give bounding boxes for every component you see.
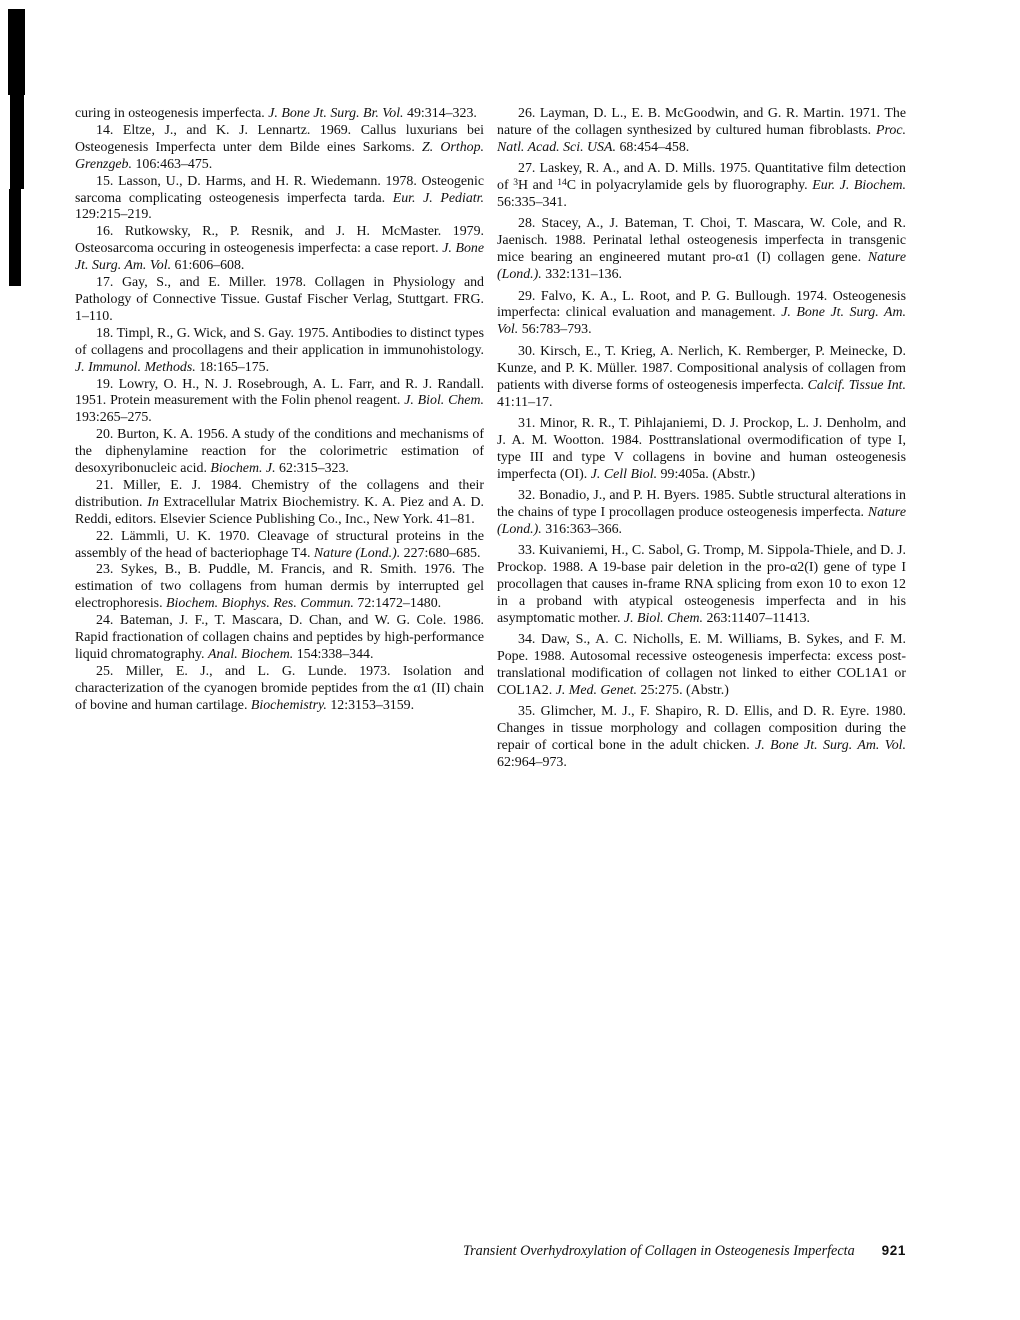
journal-name: Proc. Natl. Acad. Sci. USA. [497,122,906,155]
reference-item [75,174,484,225]
reference-text: 25. Miller, E. J., and L. G. Lunde. 1973. Isolation and characterization of the cyanogen bromide peptides from the α1 (II) chain of bovine and human cartilage. [75,663,484,713]
journal-name: In [147,494,159,510]
reference-item [75,377,484,428]
scan-artifact-segment [9,189,21,286]
reference-item [75,478,484,529]
journal-name: Biochem. Biophys. Res. Commun. [166,596,354,612]
reference-text: 16. Rutkowsky, R., P. Resnik, and J. H. McMaster. 1979. Osteosarcoma occuring in osteogenesis imperfecta: a case report. [75,224,484,257]
reference-text: 18:165–175. [195,359,270,375]
journal-name: Nature (Lond.). [313,545,401,561]
reference-text: 62:964–973. [497,755,567,771]
reference-item [497,289,906,340]
journal-name: Calcif. Tissue Int. [807,377,906,393]
scan-artifact-segment [8,9,25,95]
reference-text: 31. Minor, R. R., T. Pihlajaniemi, D. J. Prockop, L. J. Denholm, and J. A. M. Wootton. 1984. Posttranslational overmodification of type I, type III and type V collagens in bovine and human osteogenesis imperfecta (OI). [497,415,906,482]
reference-text: 33. Kuivaniemi, H., C. Sabol, G. Tromp, M. Sippola-Thiele, and D. J. Prockop. 1988. A 19-base pair deletion in the pro-α2(I) gene of type I procollagen that causes in-frame RNA splicing from exon 10 to exon 12 in a proband with atypical osteogenesis imperfecta and in his asymptomatic mother. [497,543,906,626]
reference-text: 26. Layman, D. L., E. B. McGoodwin, and G. R. Martin. 1971. The nature of the collagen synthesized by cultured human fibroblasts. [497,106,906,138]
reference-text: 99:405a. (Abstr.) [657,466,756,482]
journal-name: J. Bone Jt. Surg. Am. Vol. [755,738,906,754]
journal-name: J. Bone Jt. Surg. Br. Vol. [268,106,404,121]
reference-text: H and [517,178,558,194]
reference-text: 154:338–344. [293,647,374,662]
references-column-left [75,106,484,772]
reference-text: 62:315–323. [275,461,349,477]
reference-text: 34. Daw, S., A. C. Nicholls, E. M. Williams, B. Sykes, and F. M. Pope. 1988. Autosomal recessive osteogenesis imperfecta: excess post-translational modification of collagen not linked to either COL1A1 or COL1A2. [497,632,906,698]
reference-text: 227:680–685. [400,545,481,561]
reference-text: 17. Gay, S., and E. Miller. 1978. Collagen in Physiology and Pathology of Connective Tissue. Gustaf Fischer Verlag, Stuttgart. FRG. 1–110. [75,275,484,324]
page-footer [75,1242,906,1260]
reference-text: 14. Eltze, J., and K. J. Lennartz. 1969. Callus luxurians bei Osteogenesis Imperfecta unter dem Bilde eines Sarkoms. [75,122,484,155]
reference-text: 21. Miller, E. J. 1984. Chemistry of the collagens and their distribution. [75,477,484,510]
reference-text: 28. Stacey, A., J. Bateman, T. Choi, T. Mascara, W. Cole, and R. Jaenisch. 1988. Perinatal lethal osteogenesis imperfecta in transgenic mice bearing an engineered mutant pro-α1 (I) collagen gene. [497,216,906,266]
journal-name: Biochemistry. [250,697,327,713]
journal-name: J. Med. Genet. [555,683,638,698]
reference-text: 18. Timpl, R., G. Wick, and S. Gay. 1975. Antibodies to distinct types of collagens and procollagens and their application in immunohistology. [75,325,484,358]
reference-text: 27. Laskey, R. A., and A. D. Mills. 1975. Quantitative film detection of [497,161,906,194]
references-columns [75,106,906,772]
reference-text: 41:11–17. [497,394,553,410]
reference-text: 20. Burton, K. A. 1956. A study of the conditions and mechanisms of the diphenylamine reaction for the colorimetric estimation of desoxyribonucleic acid. [75,427,484,477]
journal-name: Eur. J. Pediatr. [392,190,484,206]
reference-text: 56:335–341. [497,195,567,211]
reference-item [497,106,906,157]
reference-item [497,344,906,412]
reference-text: 24. Bateman, J. F., T. Mascara, D. Chan, and W. G. Cole. 1986. Rapid fractionation of collagen chains and peptides by high-performance liquid chromatography. [75,613,484,662]
journal-name: Anal. Biochem. [207,647,294,662]
journal-name: Eur. J. Biochem. [812,178,906,194]
journal-name: Biochem. J. [210,461,276,477]
reference-item [497,416,906,484]
page-number: 921 [881,1243,906,1258]
reference-item [75,224,484,275]
journal-name: J. Bone Jt. Surg. Am. Vol. [497,305,906,338]
reference-text: 32. Bonadio, J., and P. H. Byers. 1985. Subtle structural alterations in the chains of type I procollagen produce osteogenesis imperfecta. [497,488,906,520]
reference-item [497,632,906,700]
reference-text: 12:3153–3159. [326,697,415,713]
reference-text: 25:275. (Abstr.) [637,683,729,698]
reference-text: 56:783–793. [518,322,592,338]
reference-text: C in polyacrylamide gels by fluorography. [566,178,813,194]
journal-name: Nature (Lond.). [497,504,906,537]
reference-item [75,106,484,123]
journal-name: J. Bone Jt. Surg. Am. Vol. [75,241,485,274]
reference-text: 35. Glimcher, M. J., F. Shapiro, R. D. Ellis, and D. R. Eyre. 1980. Changes in tissue morphology and collagen composition during the repair of cortical bone in the adult chicken. [497,704,906,754]
references-column-right [497,106,906,772]
reference-item [497,161,906,212]
reference-text: 49:314–323. [403,106,477,121]
journal-name: Nature (Lond.). [497,250,906,283]
reference-text: 23. Sykes, B., B. Puddle, M. Francis, and R. Smith. 1976. The estimation of two collagens from human dermis by interrupted gel electrophoresis. [75,562,484,612]
journal-name: J. Immunol. Methods. [75,359,196,375]
reference-text: 61:606–608. [171,258,245,274]
journal-name: Z. Orthop. Grenzgeb. [75,139,484,172]
reference-item [497,216,906,284]
reference-text: 106:463–475. [131,156,213,172]
reference-text: 29. Falvo, K. A., L. Root, and P. G. Bullough. 1974. Osteogenesis imperfecta: clinical evaluation and management. [497,288,906,321]
reference-text: 68:454–458. [615,139,690,155]
scan-artifact-segment [10,95,24,189]
running-title: Transient Overhydroxylation of Collagen in Osteogenesis Imperfecta [462,1243,855,1259]
reference-text: curing in osteogenesis imperfecta. [75,106,269,121]
journal-name: J. Biol. Chem. [404,393,484,409]
reference-text: 263:11407–11413. [703,610,811,626]
reference-item [75,613,484,664]
reference-item [75,275,484,326]
superscript-isotope-label: 14 [557,177,567,188]
reference-text: Extracellular Matrix Biochemistry. K. A. Piez and A. D. Reddi, editors. Elsevier Science Publishing Co., Inc., New York. 41–81. [75,494,485,527]
reference-item [75,326,484,377]
reference-text: 72:1472–1480. [353,596,442,612]
reference-item [497,704,906,772]
reference-text: 316:363–366. [541,521,623,537]
reference-text: 19. Lowry, O. H., N. J. Rosebrough, A. L. Farr, and R. J. Randall. 1951. Protein measurement with the Folin phenol reagent. [75,376,484,409]
reference-item [75,427,484,478]
superscript-isotope-label: 3 [513,177,518,188]
reference-text: 332:131–136. [541,267,623,283]
reference-item [497,543,906,628]
reference-text: 129:215–219. [75,207,152,223]
reference-text: 193:265–275. [75,410,152,426]
reference-item [75,562,484,613]
reference-item [75,664,484,715]
reference-text: 15. Lasson, U., D. Harms, and H. R. Wiedemann. 1978. Osteogenic sarcoma complicating osteogenesis imperfecta tarda. [75,173,484,206]
reference-item [75,123,484,174]
reference-item [497,488,906,539]
reference-item [75,529,484,563]
reference-text: 30. Kirsch, E., T. Krieg, A. Nerlich, K. Remberger, P. Meinecke, D. Kunze, and P. K. Müller. 1987. Compositional analysis of collagen from patients with diverse forms of osteogenesis imperfecta. [497,343,906,393]
journal-name: J. Biol. Chem. [623,610,704,626]
reference-text: 22. Lämmli, U. K. 1970. Cleavage of structural proteins in the assembly of the head of bacteriophage T4. [75,528,484,561]
journal-name: J. Cell Biol. [590,466,658,482]
